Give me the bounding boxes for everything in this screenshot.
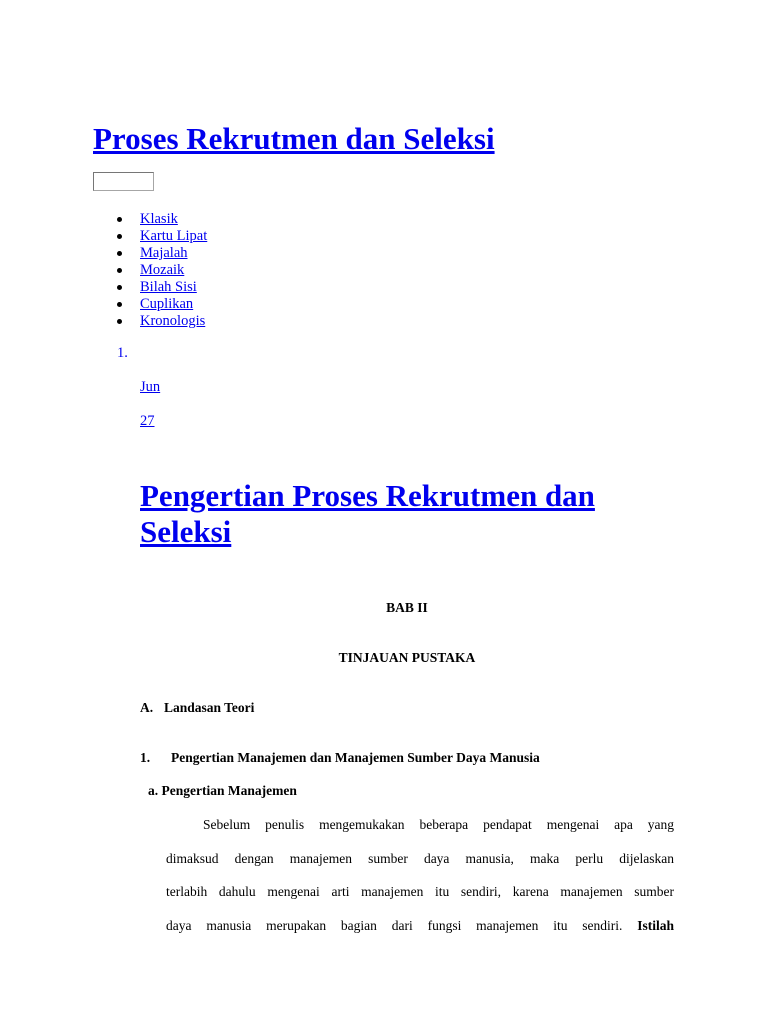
view-item-majalah <box>140 245 207 262</box>
subsection-heading-a: a. Pengertian Manajemen <box>148 783 297 798</box>
blog-title <box>93 120 495 158</box>
paragraph-bold-term: Istilah <box>637 918 675 933</box>
paragraph-line-4 <box>166 918 674 934</box>
post-date-day <box>140 413 155 430</box>
view-list <box>140 211 207 330</box>
view-item-bilah-sisi <box>140 279 207 296</box>
search-input[interactable] <box>93 172 154 191</box>
section-1-title: Pengertian Manajemen dan Manajemen Sumber Daya Manusia <box>171 750 540 765</box>
view-item-kronologis <box>140 313 207 330</box>
post-title-link[interactable]: Pengertian Proses Rekrutmen dan Seleksi <box>140 478 595 549</box>
view-link-kartu-lipat[interactable]: Kartu Lipat <box>140 228 208 244</box>
view-link-kronologis[interactable]: Kronologis <box>140 313 206 329</box>
view-item-cuplikan <box>140 296 207 313</box>
post-date-month <box>140 379 160 396</box>
paragraph-line-4-text: daya manusia merupakan bagian dari fungsi manajemen itu sendiri. <box>166 918 623 933</box>
post-number: 1. <box>117 345 128 361</box>
section-heading-1 <box>140 750 540 766</box>
post-date-month-link[interactable]: Jun <box>140 379 161 395</box>
chapter-heading: BAB II <box>386 600 428 615</box>
paragraph-line-2: dimaksud dengan manajemen sumber daya manusia, maka perlu dijelaskan <box>166 851 674 866</box>
paragraph-line-1: Sebelum penulis mengemukakan beberapa pendapat mengenai apa yang <box>203 817 674 832</box>
view-link-cuplikan[interactable]: Cuplikan <box>140 296 194 312</box>
section-heading-a <box>140 700 254 716</box>
section-1-marker: 1. <box>140 750 151 765</box>
chapter-title: TINJAUAN PUSTAKA <box>338 650 476 665</box>
view-link-klasik[interactable]: Klasik <box>140 211 178 227</box>
view-link-mozaik[interactable]: Mozaik <box>140 262 185 278</box>
view-item-kartu-lipat <box>140 228 207 245</box>
view-item-klasik <box>140 211 207 228</box>
post-title <box>140 478 660 550</box>
view-link-majalah[interactable]: Majalah <box>140 245 188 261</box>
section-a-title: Landasan Teori <box>164 700 255 715</box>
section-a-marker: A. <box>140 700 154 715</box>
view-item-mozaik <box>140 262 207 279</box>
blog-title-link[interactable]: Proses Rekrutmen dan Seleksi <box>93 121 495 156</box>
post-date-day-link[interactable]: 27 <box>140 413 155 429</box>
paragraph-line-3: terlabih dahulu mengenai arti manajemen itu sendiri, karena manajemen sumber <box>166 884 674 899</box>
view-link-bilah-sisi[interactable]: Bilah Sisi <box>140 279 197 295</box>
